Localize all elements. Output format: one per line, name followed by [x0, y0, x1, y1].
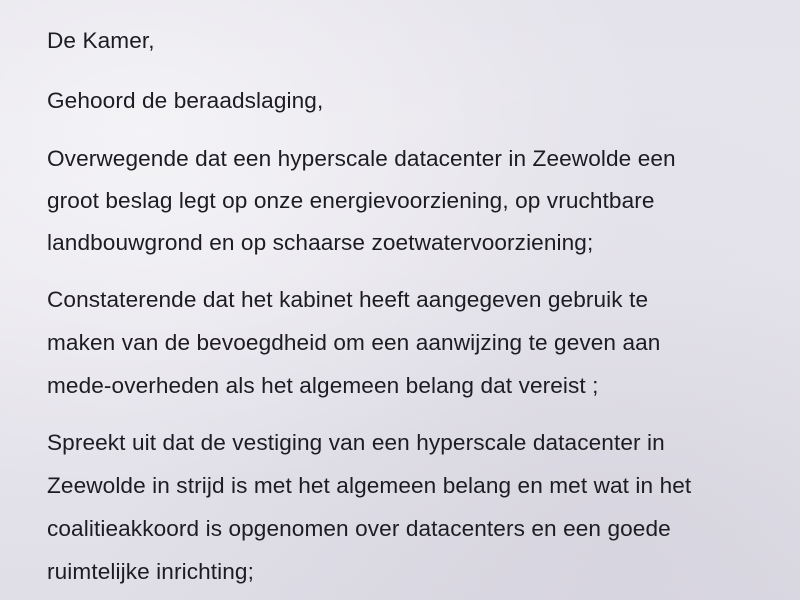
intro-line: Gehoord de beraadslaging,	[47, 88, 324, 113]
addressee-line: De Kamer,	[47, 28, 155, 53]
paragraph-3-line-3: coalitieakkoord is opgenomen over datacenters en een goede	[47, 516, 671, 541]
paragraph-1-line-3: landbouwgrond en op schaarse zoetwatervoorziening;	[47, 230, 594, 255]
paragraph-2-line-1: Constaterende dat het kabinet heeft aangegeven gebruik te	[47, 287, 649, 312]
paragraph-1-line-2: groot beslag legt op onze energievoorziening, op vruchtbare	[47, 188, 655, 213]
paragraph-2-line-2: maken van de bevoegdheid om een aanwijzing te geven aan	[47, 330, 661, 355]
paragraph-2-line-3: mede-overheden als het algemeen belang dat vereist ;	[47, 373, 599, 398]
paragraph-1-line-1: Overwegende dat een hyperscale datacenter in Zeewolde een	[47, 146, 676, 171]
paragraph-3-line-1: Spreekt uit dat de vestiging van een hyperscale datacenter in	[47, 430, 665, 455]
paragraph-3-line-2: Zeewolde in strijd is met het algemeen belang en met wat in het	[47, 473, 692, 498]
paragraph-3-line-4: ruimtelijke inrichting;	[47, 559, 254, 584]
